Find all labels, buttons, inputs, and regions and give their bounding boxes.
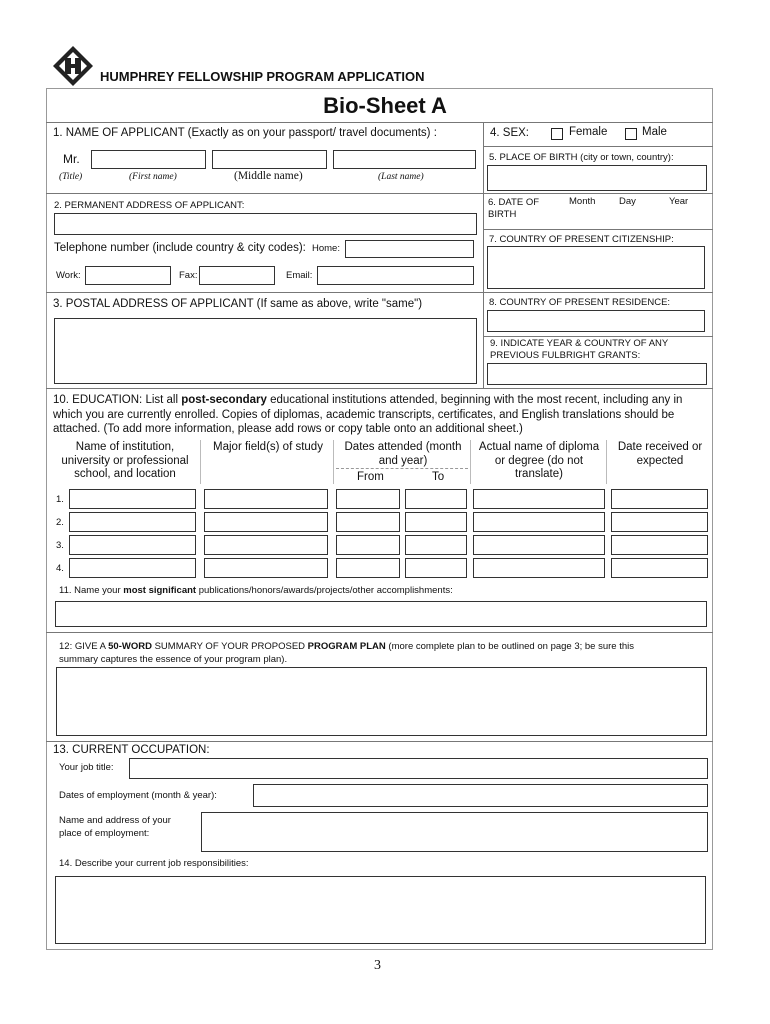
accomplishments-field[interactable] (55, 601, 707, 627)
job-responsibilities-field[interactable] (55, 876, 706, 944)
divider (483, 146, 713, 147)
employer-label: Name and address of your (59, 815, 171, 826)
postal-address-field[interactable] (54, 318, 477, 384)
edu-institution-field[interactable] (69, 512, 196, 532)
edu-diploma-field[interactable] (473, 489, 605, 509)
s9-label-line2: PREVIOUS FULBRIGHT GRANTS: (490, 350, 641, 361)
sheet-title: Bio-Sheet A (323, 93, 447, 118)
female-checkbox[interactable] (551, 128, 563, 140)
header-dates: Dates attended (month and year) (344, 441, 462, 467)
edu-institution-field[interactable] (69, 489, 196, 509)
edu-to-field[interactable] (405, 489, 467, 509)
divider (46, 388, 713, 389)
fax-label: Fax: (179, 270, 198, 281)
fax-field[interactable] (199, 266, 275, 285)
email-label: Email: (286, 270, 313, 281)
male-label: Male (642, 126, 667, 138)
edu-from-field[interactable] (336, 489, 400, 509)
s10-intro: 10. EDUCATION: List all post-secondary educational institutions attended, beginning with the most recent, including any in which you are currently enrolled. Copies of diplomas, academic transcripts, certificates, and English translations should be attached. (To add more information, please add rows or copy table onto an additional sheet.) (53, 394, 683, 435)
edu-major-field[interactable] (204, 558, 328, 578)
edu-to-field[interactable] (405, 535, 467, 555)
work-phone-field[interactable] (85, 266, 171, 285)
s3-label: 3. POSTAL ADDRESS OF APPLICANT (If same as above, write "same") (53, 298, 423, 310)
edu-diploma-field[interactable] (473, 535, 605, 555)
divider (46, 193, 483, 194)
last-name-caption: (Last name) (378, 172, 424, 182)
table-divider (333, 440, 334, 484)
month-label: Month (569, 196, 596, 207)
permanent-address-field[interactable] (54, 213, 477, 235)
last-name-field[interactable] (333, 150, 476, 169)
divider (46, 741, 713, 742)
s13-label: 13. CURRENT OCCUPATION: (53, 744, 210, 756)
table-divider (336, 468, 468, 469)
header-from: From (357, 471, 384, 483)
edu-from-field[interactable] (336, 535, 400, 555)
s6-label-line2: BIRTH (488, 209, 517, 220)
year-label: Year (669, 196, 689, 207)
employer-label-line2: place of employment: (59, 828, 150, 839)
edu-received-field[interactable] (611, 558, 708, 578)
divider (483, 122, 484, 388)
divider (46, 122, 713, 123)
row-number: 3. (56, 540, 64, 551)
divider (483, 229, 713, 230)
s12-label: 12: GIVE A 50-WORD SUMMARY OF YOUR PROPOSED PROGRAM PLAN (more complete plan to be outlined on page 3; be sure this summary captures the essence of your program plan). (59, 641, 635, 665)
residence-field[interactable] (487, 310, 705, 332)
edu-received-field[interactable] (611, 512, 708, 532)
job-title-field[interactable] (129, 758, 708, 779)
telephone-label: Telephone number (include country & city codes): (54, 242, 306, 254)
edu-major-field[interactable] (204, 535, 328, 555)
row-number: 2. (56, 517, 64, 528)
female-label: Female (569, 126, 608, 138)
work-label: Work: (56, 270, 81, 281)
s11-label: 11. Name your most significant publications/honors/awards/projects/other accomplishments: (59, 585, 453, 596)
edu-major-field[interactable] (204, 489, 328, 509)
program-plan-field[interactable] (56, 667, 707, 736)
edu-received-field[interactable] (611, 489, 708, 509)
s14-label: 14. Describe your current job responsibilities: (59, 858, 249, 869)
edu-from-field[interactable] (336, 512, 400, 532)
male-checkbox[interactable] (625, 128, 637, 140)
edu-diploma-field[interactable] (473, 512, 605, 532)
edu-to-field[interactable] (405, 512, 467, 532)
program-title: HUMPHREY FELLOWSHIP PROGRAM APPLICATION (100, 69, 425, 84)
s6-label: 6. DATE OF (488, 197, 540, 208)
home-phone-field[interactable] (345, 240, 474, 258)
s7-label: 7. COUNTRY OF PRESENT CITIZENSHIP: (489, 234, 674, 245)
email-field[interactable] (317, 266, 474, 285)
program-logo (52, 45, 94, 87)
edu-diploma-field[interactable] (473, 558, 605, 578)
table-divider (200, 440, 201, 484)
divider (46, 292, 713, 293)
header-received: Date received or expected (617, 441, 703, 467)
home-label: Home: (312, 243, 340, 254)
fulbright-field[interactable] (487, 363, 707, 385)
place-of-birth-field[interactable] (487, 165, 707, 191)
s1-label: 1. NAME OF APPLICANT (Exactly as on your passport/ travel documents) : (53, 127, 437, 139)
header-institution: Name of institution, university or professional school, and location (61, 441, 189, 480)
middle-name-field[interactable] (212, 150, 327, 169)
middle-name-caption: (Middle name) (234, 170, 303, 182)
employment-dates-field[interactable] (253, 784, 708, 807)
edu-major-field[interactable] (204, 512, 328, 532)
divider (483, 193, 713, 194)
day-label: Day (619, 196, 636, 207)
edu-received-field[interactable] (611, 535, 708, 555)
s8-label: 8. COUNTRY OF PRESENT RESIDENCE: (489, 297, 671, 308)
divider (46, 632, 713, 633)
header-diploma: Actual name of diploma or degree (do not translate) (478, 441, 600, 480)
header-major: Major field(s) of study (213, 441, 323, 453)
citizenship-field[interactable] (487, 246, 705, 289)
row-number: 4. (56, 563, 64, 574)
table-divider (470, 440, 471, 484)
title-value: Mr. (63, 152, 80, 166)
employer-field[interactable] (201, 812, 708, 852)
edu-from-field[interactable] (336, 558, 400, 578)
edu-institution-field[interactable] (69, 558, 196, 578)
job-title-label: Your job title: (59, 762, 114, 773)
title-caption: (Title) (59, 172, 83, 182)
edu-institution-field[interactable] (69, 535, 196, 555)
divider (483, 336, 713, 337)
table-divider (606, 440, 607, 484)
s9-label: 9. INDICATE YEAR & COUNTRY OF ANY (490, 338, 669, 349)
page-number: 3 (374, 958, 381, 973)
row-number: 1. (56, 494, 64, 505)
header-to: To (432, 471, 445, 483)
s5-label: 5. PLACE OF BIRTH (city or town, country): (489, 152, 674, 163)
s4-label: 4. SEX: (490, 127, 529, 139)
first-name-field[interactable] (91, 150, 206, 169)
s2-label: 2. PERMANENT ADDRESS OF APPLICANT: (54, 200, 245, 211)
employment-dates-label: Dates of employment (month & year): (59, 790, 217, 801)
first-name-caption: (First name) (129, 172, 177, 182)
edu-to-field[interactable] (405, 558, 467, 578)
